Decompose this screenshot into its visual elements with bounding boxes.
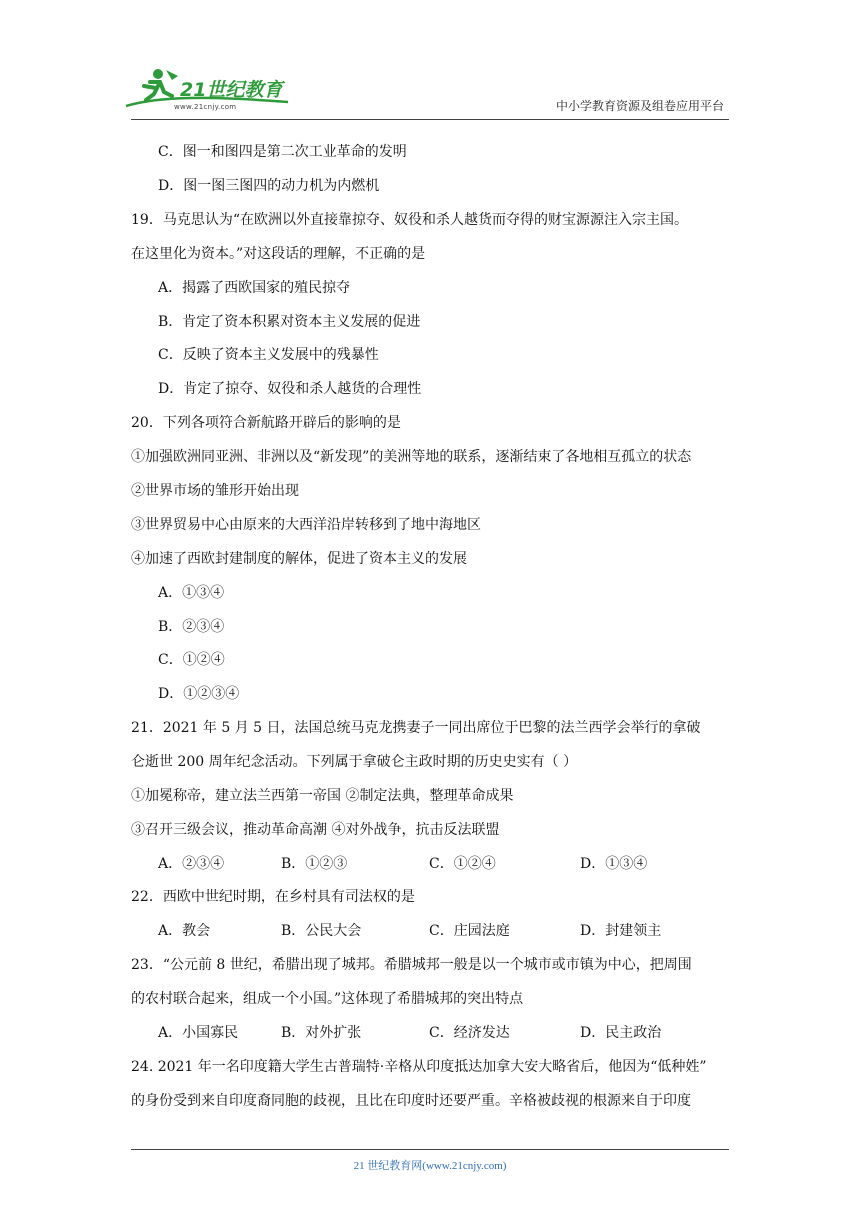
q18-option-c: C．图一和图四是第二次工业革命的发明: [158, 144, 407, 160]
q22-option-d: D．封建领主: [580, 923, 662, 939]
q19-option-a: A．揭露了西欧国家的殖民掠夺: [158, 280, 351, 296]
q23-option-a: A．小国寡民: [158, 1025, 239, 1041]
svg-text:21世纪教育: 21世纪教育: [180, 79, 283, 101]
q20-option-c: C．①②④: [158, 652, 225, 668]
q20-option-b: B．②③④: [158, 619, 225, 635]
q21-option-b: B．①②③: [281, 856, 348, 872]
q21-stem-line-2: 仑逝世 200 周年纪念活动。下列属于拿破仑主政时期的历史史实有（ ）: [131, 754, 578, 770]
footer-divider: [131, 1149, 729, 1150]
q23-stem-line-2: 的农村联合起来，组成一个小国。”这体现了希腊城邦的突出特点: [131, 991, 524, 1007]
q22-stem: 22．西欧中世纪时期，在乡村具有司法权的是: [131, 889, 415, 905]
q21-option-d: D．①③④: [580, 856, 648, 872]
q21-items-1-2: ①加冕称帝，建立法兰西第一帝国 ②制定法典，整理革命成果: [131, 788, 514, 804]
q23-option-b: B．对外扩张: [281, 1025, 362, 1041]
q24-stem-line-2: 的身份受到来自印度裔同胞的歧视，且比在印度时还要严重。辛格被歧视的根源来自于印度: [131, 1093, 691, 1109]
q22-option-a: A．教会: [158, 923, 211, 939]
q23-option-d: D．民主政治: [580, 1025, 662, 1041]
q21-items-3-4: ③召开三级会议，推动革命高潮 ④对外战争，抗击反法联盟: [131, 822, 500, 838]
q23-option-c: C．经济发达: [429, 1025, 510, 1041]
q18-option-d: D．图一图三图四的动力机为内燃机: [158, 178, 380, 194]
q20-stem: 20．下列各项符合新航路开辟后的影响的是: [131, 415, 401, 431]
q20-item-1: ①加强欧洲同亚洲、非洲以及“新发现”的美洲等地的联系，逐渐结束了各地相互孤立的状态: [131, 449, 692, 465]
q19-stem-line-2: 在这里化为资本。”对这段话的理解，不正确的是: [131, 246, 426, 262]
header-divider: [131, 119, 729, 120]
q21-option-c: C．①②④: [429, 856, 496, 872]
q19-option-d: D．肯定了掠夺、奴役和杀人越货的合理性: [158, 381, 422, 397]
logo-url: www.21cnjy.com: [174, 103, 237, 111]
q24-stem-line-1: 24. 2021 年一名印度籍大学生古普瑞特·辛格从印度抵达加拿大安大略省后，他因为“低种姓”: [131, 1059, 707, 1075]
q19-option-b: B．肯定了资本积累对资本主义发展的促进: [158, 314, 421, 330]
q19-option-c: C．反映了资本主义发展中的残暴性: [158, 347, 379, 363]
platform-title: 中小学教育资源及组卷应用平台: [555, 99, 724, 113]
q21-option-a: A．②③④: [158, 856, 225, 872]
q21-stem-line-1: 21．2021 年 5 月 5 日，法国总统马克龙携妻子一同出席位于巴黎的法兰西学会举行的拿破: [131, 720, 701, 736]
q20-option-a: A．①③④: [158, 585, 225, 601]
q22-option-c: C．庄园法庭: [429, 923, 510, 939]
q20-item-3: ③世界贸易中心由原来的大西洋沿岸转移到了地中海地区: [131, 517, 481, 533]
q20-option-d: D．①②③④: [158, 686, 240, 702]
q23-stem-line-1: 23．“公元前 8 世纪，希腊出现了城邦。希腊城邦一般是以一个城市或市镇为中心，把周围: [131, 957, 692, 973]
q19-stem-line-1: 19．马克思认为“在欧洲以外直接靠掠夺、奴役和杀人越货而夺得的财宝源源注入宗主国。: [131, 212, 688, 228]
q20-item-2: ②世界市场的雏形开始出现: [131, 483, 299, 499]
q22-option-b: B．公民大会: [281, 923, 362, 939]
footer-link[interactable]: 21 世纪教育网(www.21cnjy.com): [353, 1160, 507, 1172]
q20-item-4: ④加速了西欧封建制度的解体，促进了资本主义的发展: [131, 551, 467, 567]
